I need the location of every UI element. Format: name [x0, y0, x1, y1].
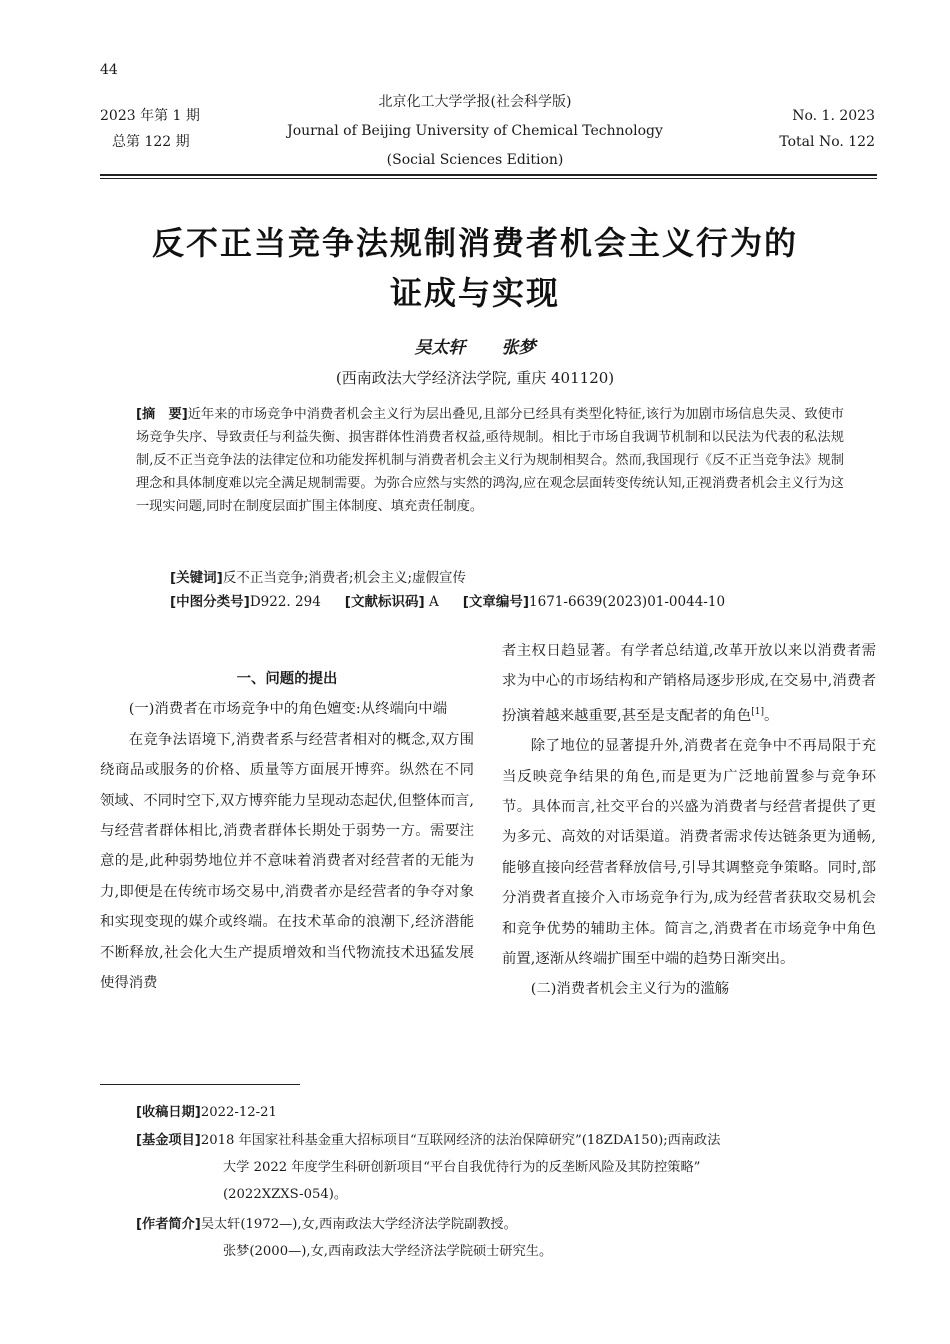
fund-line-2: 大学 2022 年度学生科研创新项目“平台自我优待行为的反垄断风险及其防控策略” [223, 1160, 701, 1175]
received-label: [收稿日期] [136, 1105, 201, 1120]
journal-header [250, 88, 700, 175]
footnote-fund [136, 1127, 881, 1208]
classification-line [170, 590, 725, 614]
subsection-heading-2: (二)消费者机会主义行为的滥觞 [530, 981, 730, 998]
footnote-received [136, 1099, 277, 1126]
right-column [502, 636, 876, 1005]
article-number-value: 1671-6639(2023)01-0044-10 [529, 594, 726, 610]
doc-code-value: A [428, 594, 439, 610]
abstract [136, 403, 844, 518]
issue-cn: 2023 年第 1 期 [100, 108, 200, 124]
abstract-label: [摘 要] [136, 407, 188, 422]
author-1: 吴太轩 [414, 338, 466, 358]
left-column [100, 664, 474, 998]
subsection-heading-1: (一)消费者在市场竞争中的角色嬗变:从终端向中端 [128, 701, 448, 718]
issue-info-en [779, 103, 875, 155]
total-issue-en: Total No. 122 [779, 134, 875, 150]
body-paragraph-right-1 [502, 636, 876, 731]
article-title [60, 218, 890, 318]
author-bio-label: [作者简介] [136, 1217, 201, 1232]
journal-title-cn: 北京化工大学学报(社会科学版) [378, 94, 572, 110]
fund-label: [基金项目] [136, 1133, 201, 1148]
body-paragraph-left: 在竞争法语境下,消费者系与经营者相对的概念,双方围绕商品或服务的价格、质量等方面展开博弈。纵然在不同领域、不同时空下,双方博弈能力呈现动态起伏,但整体而言,与经营者群体相比,消费者群体长期处于弱势一方。需要注意的是,此种弱势地位并不意味着消费者对经营者的无能为力,即便是在传统市场交易中,消费者亦是经营者的争夺对象和实现变现的媒介或终端。在技术革命的浪潮下,经济潜能不断释放,社会化大生产提质增效和当代物流技术迅猛发展使得消费 [100, 731, 474, 992]
received-date: 2022-12-21 [200, 1105, 277, 1120]
fund-line-3: (2022XZXS-054)。 [223, 1187, 348, 1202]
issue-info-cn [100, 103, 200, 155]
citation-1[interactable]: [1] [751, 706, 764, 717]
clc-label: [中图分类号] [170, 594, 250, 610]
right-para1-text: 者主权日趋显著。有学者总结道,改革开放以来以消费者需求为中心的市场结构和产销格局逐步形成,在交易中,消费者扮演着越来越重要,甚至是支配者的角色 [502, 643, 876, 724]
keywords [170, 566, 466, 590]
author-2: 张梦 [501, 338, 536, 358]
header-rule-thin [100, 178, 877, 179]
affiliation: (西南政法大学经济法学院, 重庆 401120) [335, 369, 615, 387]
article-number-label: [文章编号] [462, 594, 530, 610]
total-issue-cn: 总第 122 期 [112, 134, 190, 150]
keywords-text: 反不正当竞争;消费者;机会主义;虚假宣传 [222, 570, 466, 586]
title-line-2: 证成与实现 [389, 274, 560, 312]
journal-title-en: Journal of Beijing University of Chemical Technology [287, 123, 663, 139]
authors [0, 333, 950, 358]
footnote-author [136, 1211, 517, 1238]
header-rule-thick [100, 174, 877, 176]
page-number: 44 [100, 62, 118, 78]
right-para1-end: 。 [763, 707, 779, 724]
section-heading-1: 一、问题的提出 [236, 671, 338, 687]
doc-code-label: [文献标识码] [344, 594, 425, 610]
clc-value: D922. 294 [249, 594, 321, 610]
footnote-rule [100, 1084, 300, 1085]
issue-en: No. 1. 2023 [792, 108, 875, 124]
title-line-1: 反不正当竞争法规制消费者机会主义行为的 [151, 224, 798, 262]
footnote-author-2: 张梦(2000—),女,西南政法大学经济法学院硕士研究生。 [223, 1244, 553, 1259]
abstract-text: 近年来的市场竞争中消费者机会主义行为层出叠见,且部分已经具有类型化特征,该行为加剧市场信息失灵、致使市场竞争失序、导致责任与利益失衡、损害群体性消费者权益,亟待规制。相比于市场自我调节机制和以民法为代表的私法规制,反不正当竞争法的法律定位和功能发挥机制与消费者机会主义行为规制相契合。然而,我国现行《反不正当竞争法》规制理念和具体制度难以完全满足规制需要。为弥合应然与实然的鸿沟,应在观念层面转变传统认知,正视消费者机会主义行为这一现实问题,同时在制度层面扩围主体制度、填充责任制度。 [136, 407, 844, 514]
keywords-label: [关键词] [170, 570, 223, 586]
fund-line-1: 2018 年国家社科基金重大招标项目“互联网经济的法治保障研究”(18ZDA150);西南政法 [200, 1133, 721, 1148]
journal-edition-en: (Social Sciences Edition) [386, 152, 564, 168]
author-1-bio: 吴太轩(1972—),女,西南政法大学经济法学院副教授。 [200, 1217, 517, 1232]
body-paragraph-right-2: 除了地位的显著提升外,消费者在竞争中不再局限于充当反映竞争结果的角色,而是更为广泛地前置参与竞争环节。具体而言,社交平台的兴盛为消费者与经营者提供了更为多元、高效的对话渠道。消费者需求传达链条更为通畅,能够直接向经营者释放信号,引导其调整竞争策略。同时,部分消费者直接介入市场竞争行为,成为经营者获取交易机会和竞争优势的辅助主体。简言之,消费者在市场竞争中角色前置,逐渐从终端扩围至中端的趋势日渐突出。 [502, 738, 876, 968]
